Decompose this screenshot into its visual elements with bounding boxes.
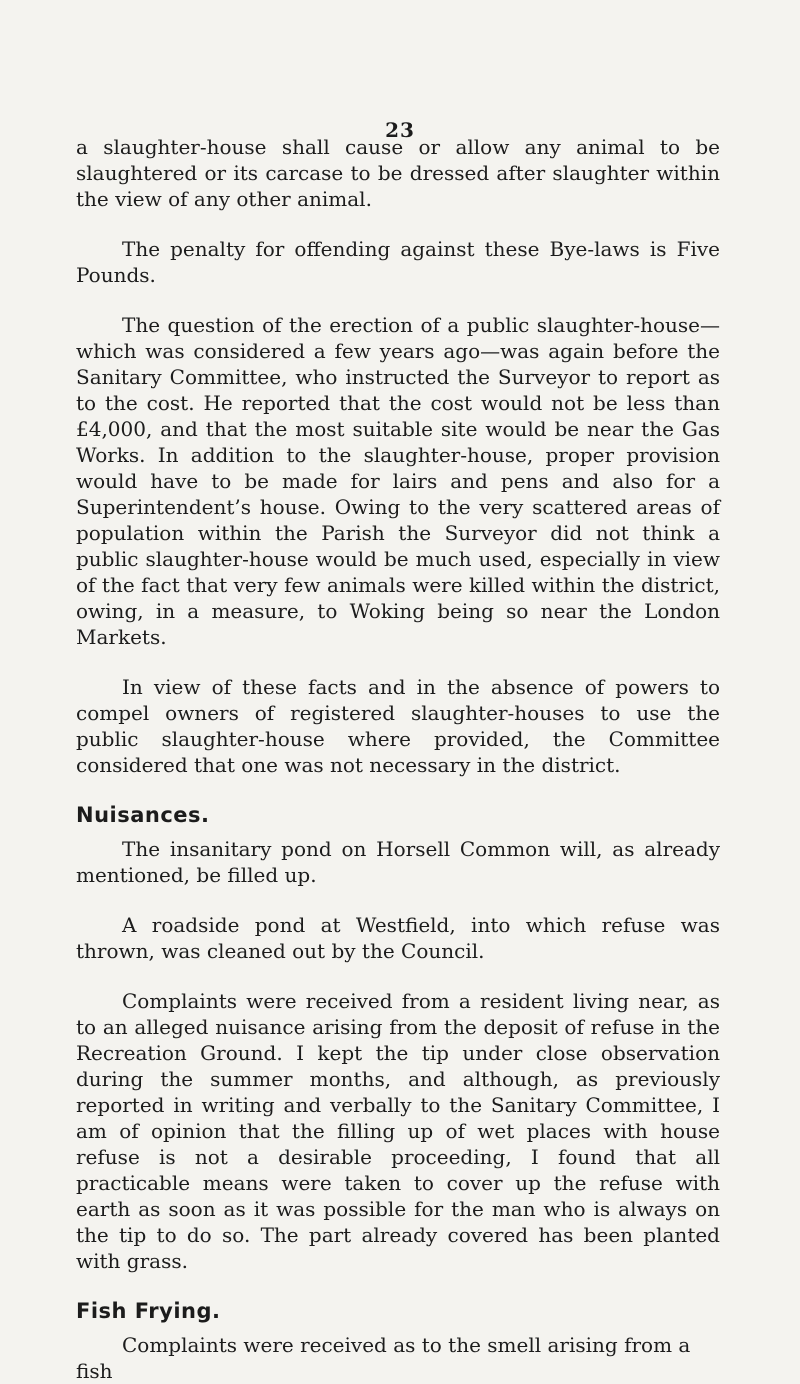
- paragraph-fish-frying: Complaints were received as to the smell arising from a fish: [76, 1333, 691, 1383]
- paragraph-public-slaughter-house: The question of the erection of a public slaughter-house—which was considered a few years ago—was again before the Sanitary Committee, who instructed the Surveyor to report as to the cost. He reported that the cost would not be less than £4,000, and that the most suitable site would be near the Gas Works. In addition to the slaughter-house, proper provision would have to be made for lairs and pens and also for a Superintendent’s house. Owing to the very scattered areas of population within the Parish the Surveyor did not think a public slaughter-house would be much used, especially in view of the fact that very few animals were killed within the district, owing, in a measure, to Woking being so near the London Markets.: [76, 313, 720, 649]
- paragraph-recreation-ground: Complaints were received from a resident living near, as to an alleged nuisance arising from the deposit of refuse in the Recreation Ground. I kept the tip under close observation during the summer months, and although, as previously reported in writing and verbally to the Sanitary Committee, I am of opinion that the filling up of wet places with house refuse is not a desirable proceeding, I found that all practicable means were taken to cover up the refuse with earth as soon as it was possible for the man who is always on the tip to do so. The part already covered has been planted with grass.: [76, 989, 720, 1273]
- paragraph-penalty: The penalty for offending against these Bye-laws is Five Pounds.: [76, 237, 720, 287]
- document-body: [76, 88, 720, 1384]
- section-heading-fish-frying: Fish Frying.: [76, 1299, 221, 1323]
- paragraph-committee-decision: In view of these facts and in the absence of powers to compel owners of registered slaughter-houses to use the public slaughter-house where provided, the Committee considered that one was not necessary in the district.: [76, 675, 720, 777]
- paragraph-westfield-pond: A roadside pond at Westfield, into which refuse was thrown, was cleaned out by the Council.: [76, 913, 720, 963]
- paragraph-horsell-pond: The insanitary pond on Horsell Common will, as already mentioned, be filled up.: [76, 837, 720, 887]
- page-number: 23: [385, 118, 415, 142]
- paragraph-slaughter-view: a slaughter-house shall cause or allow any animal to be slaughtered or its carcase to be dressed after slaughter within the view of any other animal.: [76, 135, 720, 211]
- section-heading-nuisances: Nuisances.: [76, 803, 210, 827]
